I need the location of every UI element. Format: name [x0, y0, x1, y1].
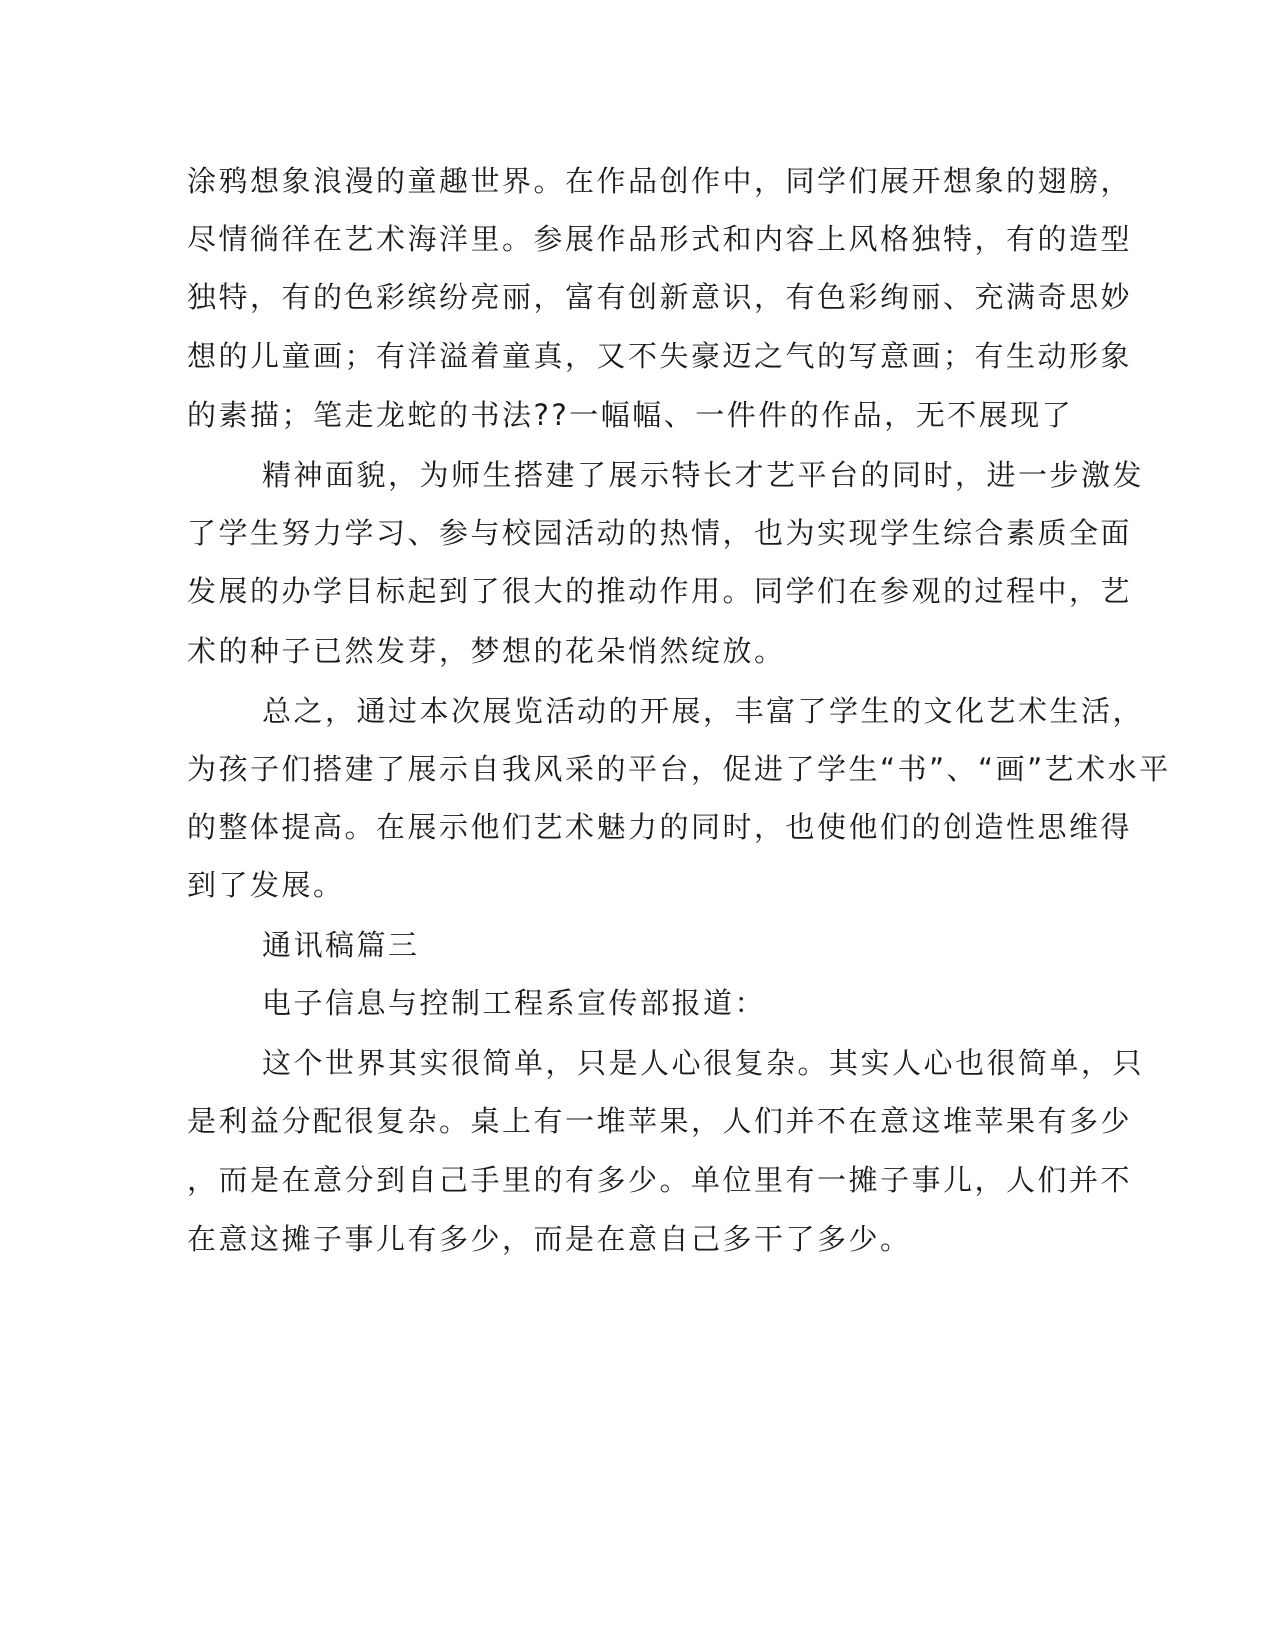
text-line: 总之，通过本次展览活动的开展，丰富了学生的文化艺术生活，	[262, 694, 1145, 728]
text-line: 的整体提高。在展示他们艺术魅力的同时，也使他们的创造性思维得	[187, 810, 1133, 844]
text-line: 为孩子们搭建了展示自我风采的平台，促进了学生“书”、“画”艺术水平	[187, 752, 1171, 786]
text-line: 电子信息与控制工程系宣传部报道：	[262, 986, 767, 1020]
text-line: ，而是在意分到自己手里的有多少。单位里有一摊子事儿，人们并不	[187, 1163, 1133, 1197]
text-line: 这个世界其实很简单，只是人心很复杂。其实人心也很简单，只	[262, 1046, 1145, 1080]
text-line: 精神面貌，为师生搭建了展示特长才艺平台的同时，进一步激发	[262, 458, 1145, 492]
text-line: 涂鸦想象浪漫的童趣世界。在作品创作中，同学们展开想象的翅膀，	[187, 164, 1133, 198]
text-line: 术的种子已然发芽，梦想的花朵悄然绽放。	[187, 634, 786, 668]
text-line: 了学生努力学习、参与校园活动的热情，也为实现学生综合素质全面	[187, 516, 1133, 550]
text-line: 尽情徜徉在艺术海洋里。参展作品形式和内容上风格独特，有的造型	[187, 222, 1133, 256]
text-line: 是利益分配很复杂。桌上有一堆苹果，人们并不在意这堆苹果有多少	[187, 1104, 1133, 1138]
text-line: 到了发展。	[187, 868, 345, 902]
text-line: 的素描；笔走龙蛇的书法??一幅幅、一件件的作品，无不展现了	[187, 398, 1074, 432]
text-line: 在意这摊子事儿有多少，而是在意自己多干了多少。	[187, 1222, 912, 1256]
section-heading: 通讯稿篇三	[262, 928, 420, 962]
text-line: 独特，有的色彩缤纷亮丽，富有创新意识，有色彩绚丽、充满奇思妙	[187, 280, 1133, 314]
text-line: 想的儿童画；有洋溢着童真，又不失豪迈之气的写意画；有生动形象	[187, 339, 1133, 373]
text-line: 发展的办学目标起到了很大的推动作用。同学们在参观的过程中，艺	[187, 574, 1133, 608]
